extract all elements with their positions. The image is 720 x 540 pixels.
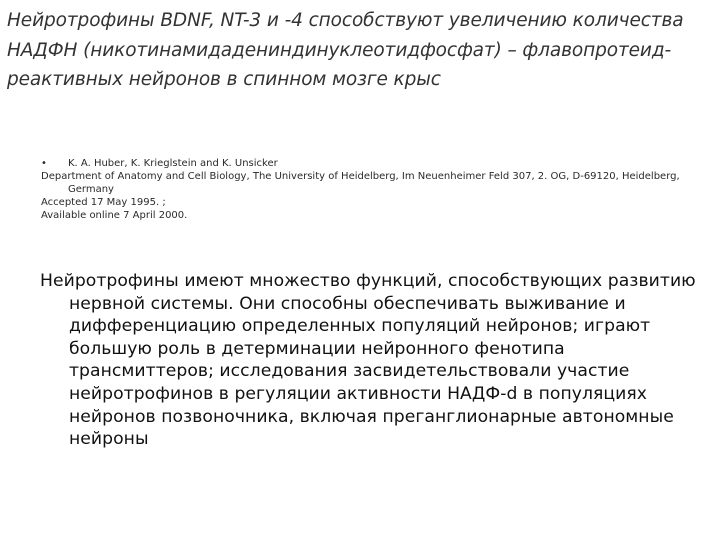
reference-block xyxy=(41,157,681,222)
reference-authors-line xyxy=(41,157,681,170)
reference-affiliation-text: Department of Anatomy and Cell Biology, The University of Heidelberg, Im Neuenheimer Feld 307, 2. OG, D-69120, Heidelberg, Germany xyxy=(41,171,680,195)
reference-authors: K. A. Huber, K. Krieglstein and K. Unsicker xyxy=(68,158,278,169)
body-text: Нейротрофины имеют множество функций, способствующих развитию нервной системы. Они способны обеспечивать выживание и дифференциацию определенных популяций нейронов; играют большую роль в детерминации нейронного фенотипа трансмиттеров; исследования засвидетельствовали участие нейротрофинов в регуляции активности НАДФ-d в популяциях нейронов позвоночника, включая преганглионарные автономные нейроны xyxy=(40,271,696,450)
slide-title: Нейротрофины BDNF, NT-3 и -4 способствуют увеличению количества НАДФН (никотинамидадениндинуклеотидфосфат) – флавопротеид-реактивных нейронов в спинном мозге крыс xyxy=(7,10,684,90)
reference-available: Available online 7 April 2000. xyxy=(41,210,188,221)
reference-accepted: Accepted 17 May 1995. ; xyxy=(41,197,166,208)
reference-affiliation xyxy=(41,170,681,196)
bullet-icon: • xyxy=(41,158,47,169)
